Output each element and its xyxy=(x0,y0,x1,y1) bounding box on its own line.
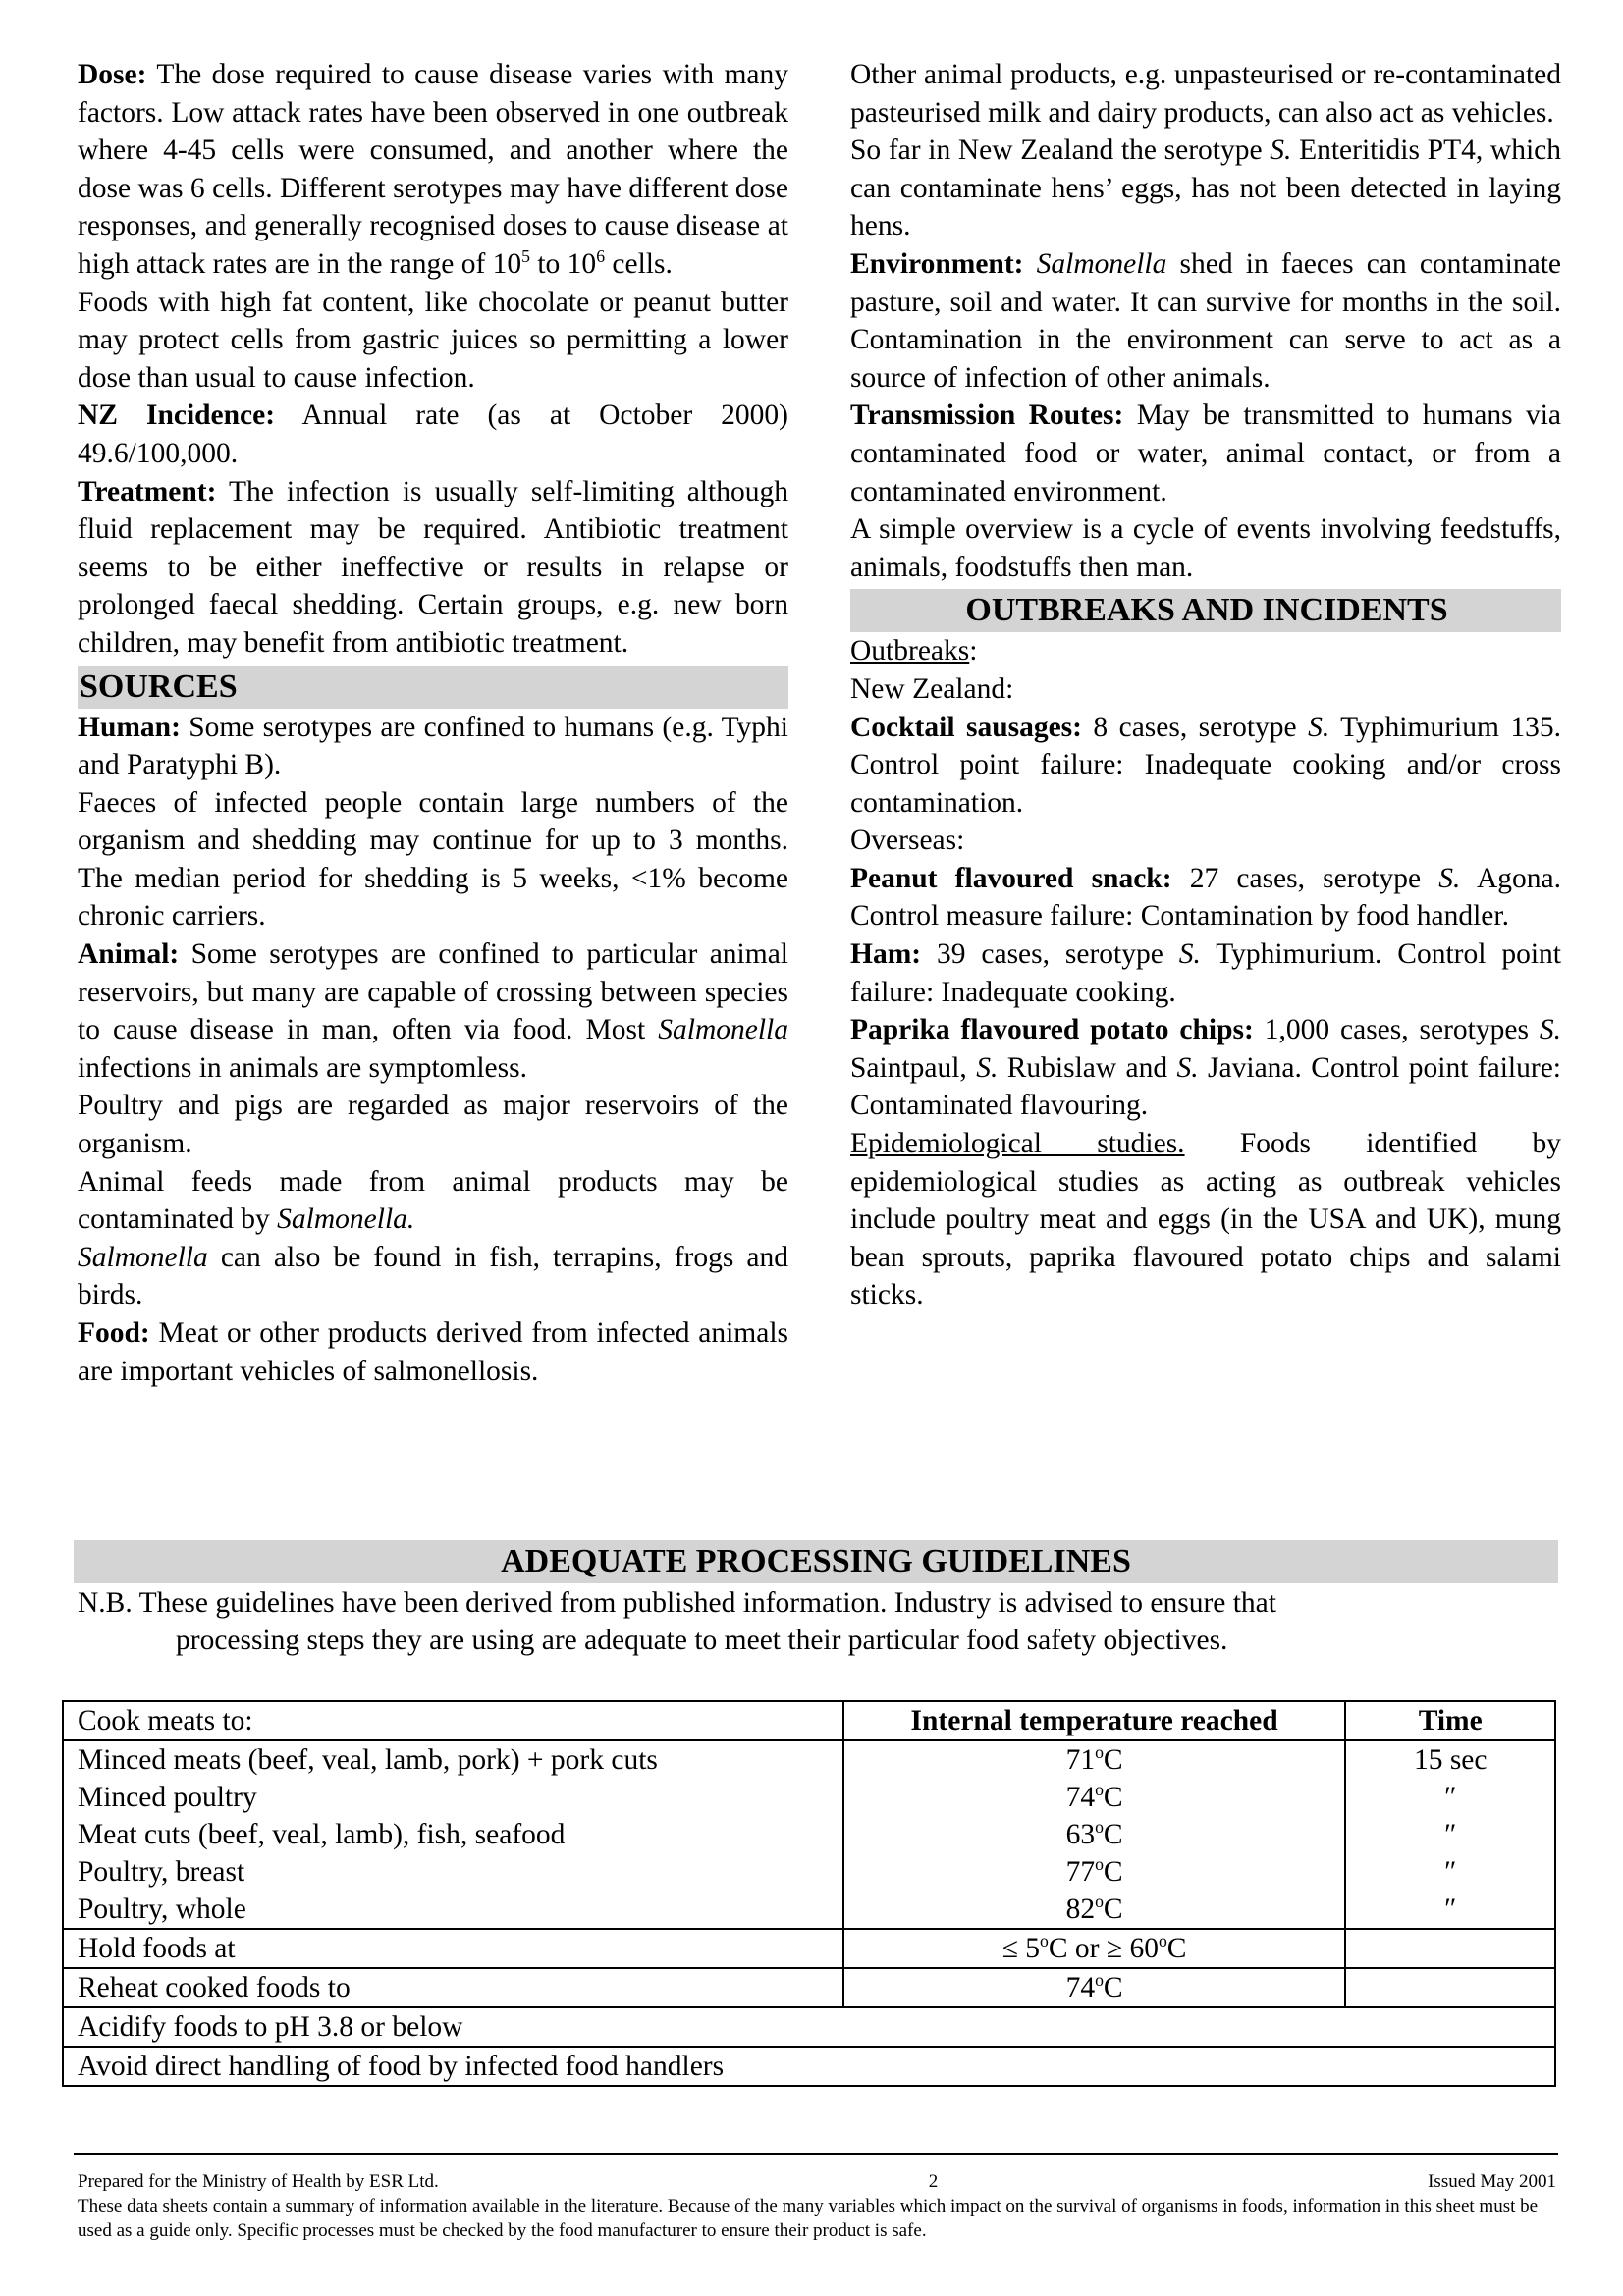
cocktail-text-2: Typhimurium 135. Control point failure: Inadequate cooking and/or cross contamination. xyxy=(850,711,1561,819)
paprika-italic-1: S. xyxy=(1539,1014,1561,1046)
cook-times-cell xyxy=(1345,1740,1555,1929)
footer-page-number: 2 xyxy=(928,2171,939,2192)
paprika-label: Paprika flavoured potato chips: xyxy=(850,1014,1254,1046)
dose-label: Dose: xyxy=(78,59,147,90)
degree-sup: o xyxy=(1095,1970,1104,1991)
temp-value: 71 xyxy=(1065,1744,1096,1776)
cook-temps-cell xyxy=(843,1740,1346,1929)
degree-sup: o xyxy=(1040,1931,1049,1951)
ham-italic: S. xyxy=(1178,938,1201,971)
treatment-label: Treatment: xyxy=(78,475,217,507)
temp-value: 77 xyxy=(1065,1856,1096,1888)
peanut-paragraph xyxy=(850,860,1561,935)
avoid-label: Avoid direct handling of food by infected food handlers xyxy=(63,2047,1555,2086)
degree-sup: o xyxy=(1158,1931,1167,1951)
right-column xyxy=(850,56,1561,1314)
animal-text-2: infections in animals are symptomless. xyxy=(78,1051,527,1084)
epidemiological-paragraph xyxy=(850,1125,1561,1314)
epidemiological-text: Foods identified by epidemiological studies as acting as outbreak vehicles include poultry meat and eggs (in the USA and UK), mung bean sprouts, paprika flavoured potato chips and salami sticks. xyxy=(850,1128,1561,1311)
food-text: Meat or other products derived from infected animals are important vehicles of salmonellosis. xyxy=(78,1317,788,1387)
table-row-temp xyxy=(844,1891,1345,1928)
environment-text: shed in faeces can contaminate pasture, soil and water. It can survive for months in the soil. Contamination in the environment can serve to act as a source of infection of other animals. xyxy=(850,247,1561,394)
temp-value: 82 xyxy=(1065,1894,1096,1925)
degree-sup: o xyxy=(1095,1742,1104,1763)
overview-paragraph: A simple overview is a cycle of events involving feedstuffs, animals, foodstuffs then man. xyxy=(850,513,1561,583)
footer-disclaimer: These data sheets contain a summary of information available in the literature. Because of the many variables which impact on the survival of organisms in foods, information in this sheet must be used as a guide only. Specific processes must be checked by the food manufacturer to ensure their product is safe. xyxy=(78,2196,1539,2241)
temp-value: 74 xyxy=(1065,1782,1096,1813)
human-paragraph xyxy=(78,709,788,784)
time-header-text: Time xyxy=(1418,1705,1483,1736)
paprika-paragraph xyxy=(850,1011,1561,1125)
overseas-label: Overseas: xyxy=(850,825,965,857)
ham-text-2: Typhimurium. Control point failure: Inadequate cooking. xyxy=(850,938,1561,1008)
footer-prepared: Prepared for the Ministry of Health by ESR Ltd. xyxy=(78,2171,439,2192)
degree-sup: o xyxy=(1095,1817,1104,1838)
acidify-row xyxy=(63,2007,1555,2047)
table-row-time: ″ xyxy=(1444,1782,1457,1813)
table-header-cook: Cook meats to: xyxy=(63,1701,843,1740)
footer xyxy=(78,2169,1556,2243)
paprika-italic-2: S. xyxy=(976,1051,999,1084)
hold-temp xyxy=(843,1929,1346,1968)
processing-table xyxy=(62,1700,1556,2087)
table-row-temp xyxy=(844,1741,1345,1779)
ham-label: Ham: xyxy=(850,938,922,971)
cocktail-text-1: 8 cases, serotype xyxy=(1081,711,1309,743)
dose-exponent-2: 6 xyxy=(596,246,606,267)
footer-issued: Issued May 2001 xyxy=(1428,2171,1556,2192)
table-row-time: ″ xyxy=(1444,1856,1457,1888)
human-label: Human: xyxy=(78,711,181,743)
celsius: C xyxy=(1103,1744,1123,1776)
nz-incidence-text: Annual rate (as at October 2000) 49.6/100,000. xyxy=(78,400,788,469)
faeces-paragraph: Faeces of infected people contain large numbers of the organism and shedding may continue for up to 3 months. The median period for shedding is 5 weeks, <1% become chronic carriers. xyxy=(78,786,788,933)
reheat-temp xyxy=(843,1968,1346,2007)
salmonella-italic: Salmonella xyxy=(658,1014,788,1046)
ham-text-1: 39 cases, serotype xyxy=(921,938,1179,971)
celsius: C xyxy=(1103,1894,1123,1925)
animal-text-1: Some serotypes are confined to particular animal reservoirs, but many are capable of crossing between species to cause disease in man, often via food. Most xyxy=(78,938,788,1046)
hold-le: ≤ 5 xyxy=(1001,1933,1041,1964)
nz-serotype-italic: S. xyxy=(1270,134,1292,167)
hold-label: Hold foods at xyxy=(63,1929,843,1968)
cocktail-label: Cocktail sausages: xyxy=(850,711,1082,743)
paprika-italic-3: S. xyxy=(1176,1051,1199,1084)
peanut-text-1: 27 cases, serotype xyxy=(1171,862,1439,894)
table-row-time: ″ xyxy=(1444,1894,1457,1925)
other-products-paragraph: Other animal products, e.g. unpasteurised or re-contaminated pasteurised milk and dairy products, can also act as vehicles. xyxy=(850,59,1561,129)
fish-italic: Salmonella xyxy=(78,1241,208,1273)
table-row-item: Minced poultry xyxy=(78,1782,257,1813)
celsius: C xyxy=(1103,1819,1123,1850)
celsius: C xyxy=(1103,1972,1123,2003)
reheat-time xyxy=(1345,1968,1555,2007)
footer-top-row xyxy=(78,2169,1556,2194)
cocktail-paragraph xyxy=(850,709,1561,823)
transmission-label: Transmission Routes: xyxy=(850,400,1124,432)
degree-sup: o xyxy=(1095,1780,1104,1800)
transmission-text: May be transmitted to humans via contaminated food or water, animal contact, or from a contaminated environment. xyxy=(850,400,1561,507)
avoid-row xyxy=(63,2047,1555,2086)
outbreaks-colon: : xyxy=(969,635,978,667)
guidelines-heading: ADEQUATE PROCESSING GUIDELINES xyxy=(74,1540,1558,1583)
table-header-row xyxy=(63,1701,1555,1740)
fat-paragraph: Foods with high fat content, like chocolate or peanut butter may protect cells from gastric juices so permitting a lower dose than usual to cause infection. xyxy=(78,286,788,394)
peanut-italic: S. xyxy=(1438,862,1461,894)
table-row-item: Poultry, breast xyxy=(78,1856,245,1888)
table-row-time: 15 sec xyxy=(1413,1744,1488,1776)
celsius: C xyxy=(1166,1933,1187,1964)
paprika-text-4: Javiana. Control point failure: Contaminated flavouring. xyxy=(850,1051,1561,1122)
table-row-temp xyxy=(844,1816,1345,1853)
fish-paragraph xyxy=(78,1239,788,1314)
new-zealand-label: New Zealand: xyxy=(850,672,1014,705)
paprika-text-1: 1,000 cases, serotypes xyxy=(1253,1014,1540,1046)
left-column xyxy=(78,56,788,1390)
feeds-italic: Salmonella. xyxy=(277,1203,415,1236)
table-row-item: Meat cuts (beef, veal, lamb), fish, seafood xyxy=(78,1819,566,1850)
table-cook-rows xyxy=(63,1740,1555,1929)
degree-sup: o xyxy=(1095,1892,1104,1912)
acidify-label: Acidify foods to pH 3.8 or below xyxy=(63,2007,1555,2047)
ham-paragraph xyxy=(850,935,1561,1011)
environment-label: Environment: xyxy=(850,247,1024,280)
table-row-item: Poultry, whole xyxy=(78,1894,246,1925)
temperature-header-text: Internal temperature reached xyxy=(910,1705,1278,1736)
sources-heading: SOURCES xyxy=(78,666,788,709)
cook-items-cell xyxy=(63,1740,843,1929)
guidelines-note xyxy=(78,1584,1556,1659)
environment-paragraph xyxy=(850,245,1561,397)
peanut-text-2: Agona. Control measure failure: Contamination by food handler. xyxy=(850,862,1561,933)
dose-exponent-1: 5 xyxy=(521,246,530,267)
nz-incidence-paragraph xyxy=(78,397,788,472)
table-row-temp xyxy=(844,1779,1345,1816)
treatment-paragraph xyxy=(78,473,788,663)
table-header-temperature xyxy=(843,1701,1346,1740)
fish-text: can also be found in fish, terrapins, frogs and birds. xyxy=(78,1241,788,1311)
table-header-time xyxy=(1345,1701,1555,1740)
human-text: Some serotypes are confined to humans (e.g. Typhi and Paratyphi B). xyxy=(78,711,788,781)
poultry-paragraph: Poultry and pigs are regarded as major reservoirs of the organism. xyxy=(78,1090,788,1160)
footer-divider xyxy=(74,2153,1558,2155)
nz-serotype-text-1: So far in New Zealand the serotype xyxy=(850,134,1271,167)
transmission-paragraph xyxy=(850,397,1561,510)
feeds-paragraph xyxy=(78,1163,788,1239)
degree-sup: o xyxy=(1095,1854,1104,1875)
reheat-row xyxy=(63,1968,1555,2007)
food-paragraph xyxy=(78,1314,788,1390)
dose-to: to 10 xyxy=(529,247,597,280)
peanut-label: Peanut flavoured snack: xyxy=(850,862,1172,894)
guidelines-note-line-1: N.B. These guidelines have been derived from published information. Industry is advised to ensure that xyxy=(78,1587,1276,1619)
table-row-time: ″ xyxy=(1444,1819,1457,1850)
reheat-temp-value: 74 xyxy=(1065,1972,1096,2003)
hold-row xyxy=(63,1929,1555,1968)
guidelines-note-line-2: processing steps they are using are adequate to meet their particular food safety objectives. xyxy=(176,1625,1228,1656)
animal-label: Animal: xyxy=(78,938,180,971)
table-row-item: Minced meats (beef, veal, lamb, pork) + pork cuts xyxy=(78,1744,658,1776)
temp-value: 63 xyxy=(1065,1819,1096,1850)
table-row-temp xyxy=(844,1853,1345,1891)
outbreaks-heading: OUTBREAKS AND INCIDENTS xyxy=(850,589,1561,632)
treatment-text: The infection is usually self-limiting although fluid replacement may be required. Antibiotic treatment seems to be either ineffective or results in relapse or prolonged faecal shedding. Certain groups, e.g. new born children, may benefit from antibiotic treatment. xyxy=(78,475,788,659)
celsius: C xyxy=(1103,1856,1123,1888)
food-label: Food: xyxy=(78,1317,150,1349)
reheat-label: Reheat cooked foods to xyxy=(63,1968,843,2007)
feeds-text: Animal feeds made from animal products may be contaminated by xyxy=(78,1165,788,1236)
outbreaks-label: Outbreaks xyxy=(850,635,970,667)
environment-italic: Salmonella xyxy=(1023,247,1167,280)
nz-incidence-label: NZ Incidence: xyxy=(78,400,276,432)
paprika-text-3: Rubislaw and xyxy=(998,1051,1177,1084)
hold-time xyxy=(1345,1929,1555,1968)
dose-text: The dose required to cause disease varies with many factors. Low attack rates have been observed in one outbreak where 4-45 cells were consumed, and another where the dose was 6 cells. Different serotypes may have different dose responses, and generally recognised doses to cause disease at high attack rates are in the range of 10 xyxy=(78,59,788,280)
celsius: C xyxy=(1103,1782,1123,1813)
dose-end: cells. xyxy=(605,247,673,280)
outbreaks-label-line xyxy=(850,632,1561,670)
nz-serotype-text-2: Enteritidis PT4, which can contaminate hens’ eggs, has not been detected in laying hens. xyxy=(850,134,1561,242)
cocktail-italic: S. xyxy=(1308,711,1330,743)
dose-paragraph xyxy=(78,56,788,284)
nz-serotype-paragraph xyxy=(850,132,1561,245)
paprika-text-2: Saintpaul, xyxy=(850,1051,977,1084)
epidemiological-label: Epidemiological studies. xyxy=(850,1128,1185,1160)
animal-paragraph xyxy=(78,935,788,1087)
hold-or: C or ≥ 60 xyxy=(1048,1933,1159,1964)
